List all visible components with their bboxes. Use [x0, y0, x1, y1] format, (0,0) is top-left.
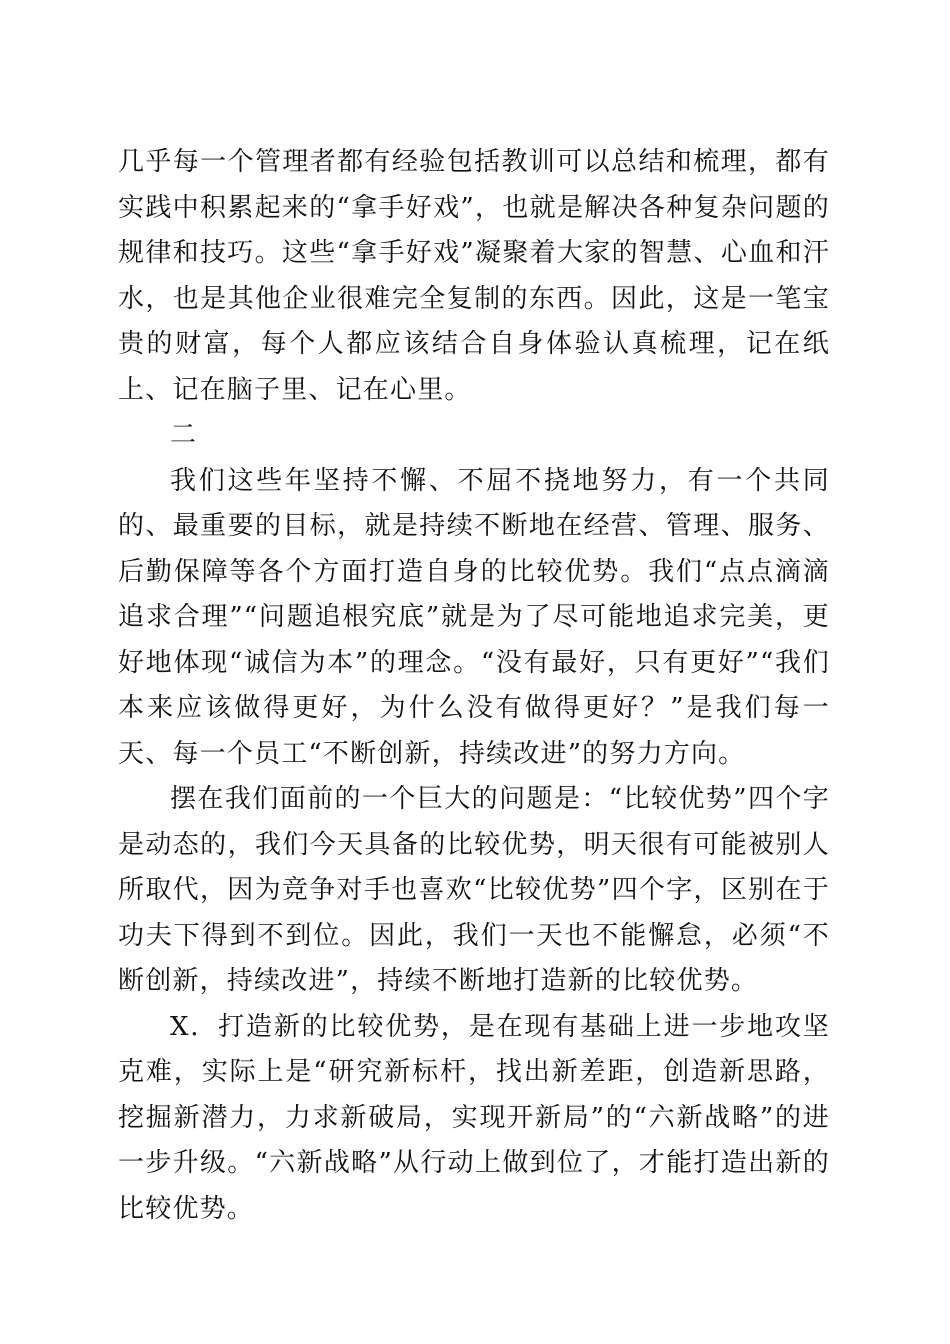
paragraph: 摆在我们面前的一个巨大的问题是：“比较优势”四个字是动态的，我们今天具备的比较优势，明天很有可能被别人所取代，因为竞争对手也喜欢“比较优势”四个字，区别在于功夫下得到不到位。因此，我们一天也不能懈怠，必须“不断创新，持续改进”，持续不断地打造新的比较优势。	[118, 784, 830, 996]
document-body	[118, 140, 830, 1232]
paragraph: X．打造新的比较优势，是在现有基础上进一步地攻坚克难，实际上是“研究新标杆，找出新差距，创造新思路，挖掘新潜力，力求新破局，实现开新局”的“六新战略”的进一步升级。“六新战略”从行动上做到位了，才能打造出新的比较优势。	[118, 1011, 830, 1224]
section-heading: 二	[170, 420, 198, 450]
paragraph: 我们这些年坚持不懈、不屈不挠地努力，有一个共同的、最重要的目标，就是持续不断地在经营、管理、服务、后勤保障等各个方面打造自身的比较优势。我们“点点滴滴追求合理”“问题追根究底”就是为了尽可能地追求完美，更好地体现“诚信为本”的理念。“没有最好，只有更好”“我们本来应该做得更好，为什么没有做得更好？”是我们每一天、每一个员工“不断创新，持续改进”的努力方向。	[118, 465, 830, 769]
paragraph-continued: 几乎每一个管理者都有经验包括教训可以总结和梳理，都有实践中积累起来的“拿手好戏”，也就是解决各种复杂问题的规律和技巧。这些“拿手好戏”凝聚着大家的智慧、心血和汗水，也是其他企业很难完全复制的东西。因此，这是一笔宝贵的财富，每个人都应该结合自身体验认真梳理，记在纸上、记在脑子里、记在心里。	[118, 147, 830, 405]
